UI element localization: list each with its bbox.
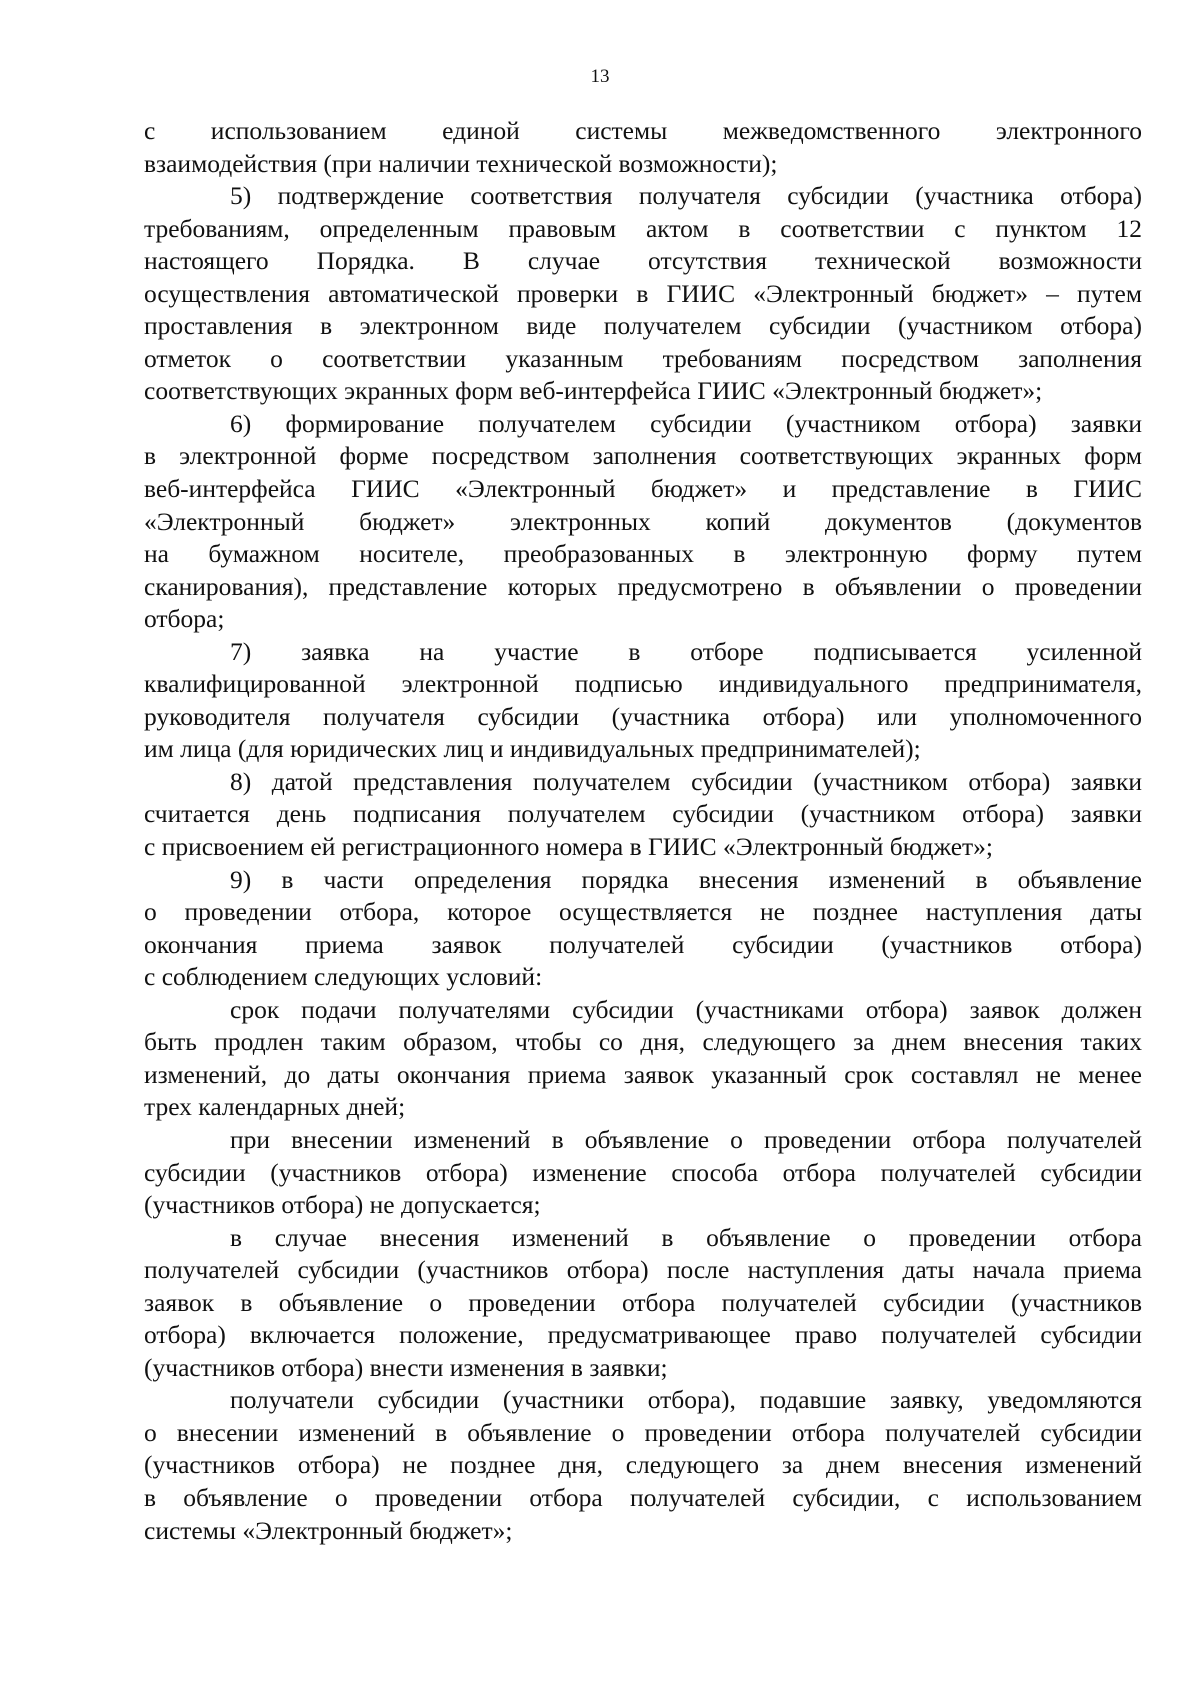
text-line: отбора; xyxy=(144,604,225,634)
paragraph xyxy=(144,180,1142,408)
text-line: (участников отбора) не позднее дня, следующего за днем внесения изменений xyxy=(144,1450,1142,1480)
text-line: настоящего Порядка. В случае отсутствия технической возможности xyxy=(144,246,1142,276)
text-line: субсидии (участников отбора) изменение способа отбора получателей субсидии xyxy=(144,1157,1142,1187)
text-line: осуществления автоматической проверки в ГИИС «Электронный бюджет» – путем xyxy=(144,278,1142,308)
paragraph xyxy=(144,1384,1142,1547)
text-line: в электронной форме посредством заполнения соответствующих экранных форм xyxy=(144,441,1142,471)
text-line: (участников отбора) не допускается; xyxy=(144,1190,541,1220)
text-line: получатели субсидии (участники отбора), подавшие заявку, уведомляются xyxy=(230,1385,1142,1415)
text-line: получателей субсидии (участников отбора) после наступления даты начала приема xyxy=(144,1255,1142,1285)
text-line: с присвоением ей регистрационного номера в ГИИС «Электронный бюджет»; xyxy=(144,832,994,862)
document-body xyxy=(144,115,1142,1547)
text-line: 5) подтверждение соответствия получателя субсидии (участника отбора) xyxy=(230,181,1142,211)
text-line: требованиям, определенным правовым актом в соответствии с пунктом 12 xyxy=(144,213,1142,243)
text-line: при внесении изменений в объявление о проведении отбора получателей xyxy=(230,1124,1142,1154)
text-line: с использованием единой системы межведомственного электронного xyxy=(144,116,1142,145)
paragraph xyxy=(144,636,1142,766)
text-line: 6) формирование получателем субсидии (участником отбора) заявки xyxy=(230,408,1142,438)
text-line: отбора) включается положение, предусматривающее право получателей субсидии xyxy=(144,1320,1142,1350)
text-line: отметок о соответствии указанным требованиям посредством заполнения xyxy=(144,343,1142,373)
text-line: в объявление о проведении отбора получателей субсидии, с использованием xyxy=(144,1482,1142,1512)
text-line: срок подачи получателями субсидии (участниками отбора) заявок должен xyxy=(230,994,1142,1024)
paragraph xyxy=(144,1222,1142,1385)
text-line: окончания приема заявок получателей субсидии (участников отбора) xyxy=(144,929,1142,959)
paragraph xyxy=(144,408,1142,636)
text-line: на бумажном носителе, преобразованных в электронную форму путем xyxy=(144,539,1142,569)
text-line: 9) в части определения порядка внесения изменений в объявление xyxy=(230,864,1142,894)
text-line: трех календарных дней; xyxy=(144,1092,406,1122)
text-line: веб-интерфейса ГИИС «Электронный бюджет» и представление в ГИИС xyxy=(144,474,1142,504)
text-line: взаимодействия (при наличии технической возможности); xyxy=(144,148,778,178)
paragraph xyxy=(144,115,1142,180)
text-line: быть продлен таким образом, чтобы со дня, следующего за днем внесения таких xyxy=(144,1027,1142,1057)
text-line: (участников отбора) внести изменения в заявки; xyxy=(144,1352,668,1382)
text-line: о внесении изменений в объявление о проведении отбора получателей субсидии xyxy=(144,1417,1142,1447)
text-line: 8) датой представления получателем субсидии (участником отбора) заявки xyxy=(230,766,1142,796)
page-number: 13 xyxy=(590,66,610,87)
paragraph xyxy=(144,1124,1142,1222)
text-line: в случае внесения изменений в объявление о проведении отбора xyxy=(230,1222,1142,1252)
text-line: руководителя получателя субсидии (участника отбора) или уполномоченного xyxy=(144,701,1142,731)
text-line: квалифицированной электронной подписью индивидуального предпринимателя, xyxy=(144,669,1142,699)
text-line: заявок в объявление о проведении отбора получателей субсидии (участников xyxy=(144,1287,1142,1317)
text-line: сканирования), представление которых предусмотрено в объявлении о проведении xyxy=(144,571,1142,601)
text-line: 7) заявка на участие в отборе подписывается усиленной xyxy=(230,636,1142,666)
text-line: им лица (для юридических лиц и индивидуальных предпринимателей); xyxy=(144,734,921,764)
text-line: о проведении отбора, которое осуществляется не позднее наступления даты xyxy=(144,897,1142,927)
paragraph xyxy=(144,994,1142,1124)
text-line: изменений, до даты окончания приема заявок указанный срок составлял не менее xyxy=(144,1059,1142,1089)
text-line: системы «Электронный бюджет»; xyxy=(144,1515,513,1545)
text-line: с соблюдением следующих условий: xyxy=(144,962,543,992)
text-line: «Электронный бюджет» электронных копий документов (документов xyxy=(144,506,1142,536)
paragraph xyxy=(144,864,1142,994)
text-line: проставления в электронном виде получателем субсидии (участником отбора) xyxy=(144,311,1142,341)
text-line: соответствующих экранных форм веб-интерфейса ГИИС «Электронный бюджет»; xyxy=(144,376,1043,406)
paragraph xyxy=(144,766,1142,864)
text-line: считается день подписания получателем субсидии (участником отбора) заявки xyxy=(144,799,1142,829)
